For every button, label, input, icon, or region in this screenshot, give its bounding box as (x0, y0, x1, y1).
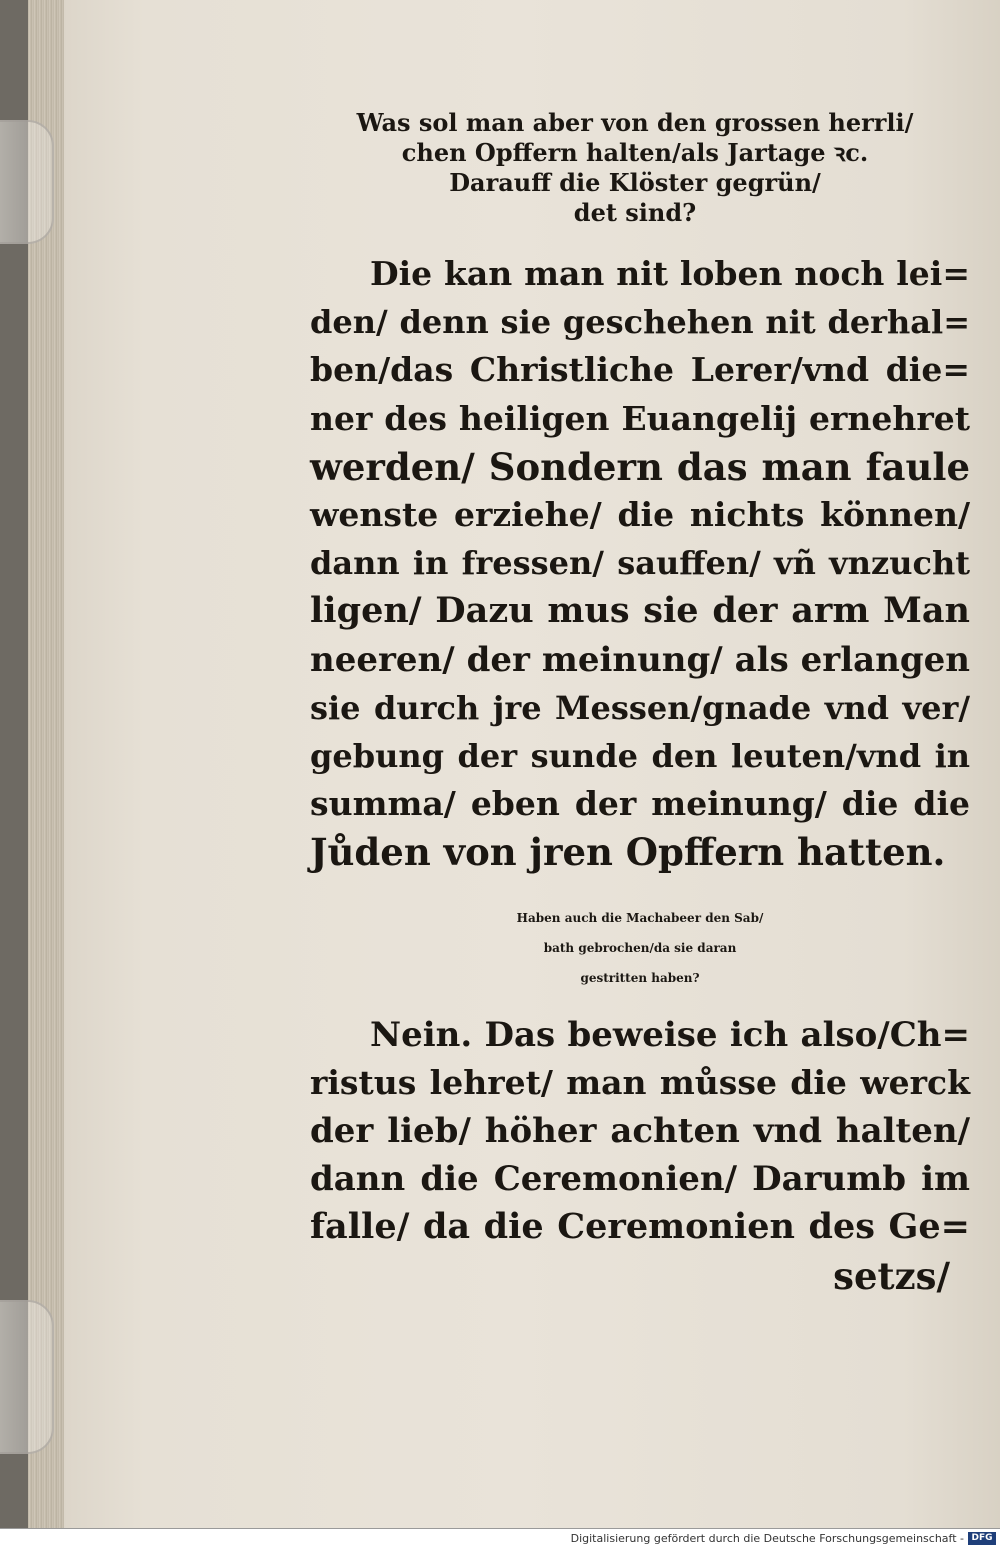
text-line: dann die Ceremonien/ Darumb im (310, 1159, 970, 1200)
text-line: Die kan man nit loben noch lei= (370, 254, 970, 293)
footer-bar (0, 1528, 1000, 1549)
text-line: neeren/ der meinung/ als erlangen (310, 639, 970, 680)
heading-line: Darauff die Klöster gegrün/ (449, 168, 821, 197)
text-line: ligen/ Dazu mus sie der arm Man (310, 590, 970, 632)
heading-line: Haben auch die Machabeer den Sab/ (516, 910, 764, 925)
question-heading-1 (310, 108, 970, 228)
text-line: dann in fressen/ sauffen/ vñ vnzucht (310, 544, 970, 583)
text-line: summa/ eben der meinung/ die die (310, 784, 970, 824)
heading-line: det sind? (573, 198, 697, 227)
text-line: werden/ Sondern das man faule (310, 444, 970, 489)
heading-line: gestritten haben? (580, 970, 700, 985)
text-line: wenste erziehe/ die nichts können/ (310, 495, 970, 535)
text-line: der lieb/ höher achten vnd halten/ (310, 1111, 970, 1152)
page-clip-top (0, 120, 54, 244)
heading-line: chen Opffern halten/als Jartage ꝛc. (401, 138, 869, 167)
catchword: setzs/ (833, 1253, 950, 1298)
text-line: falle/ da die Ceremonien des Ge= (310, 1206, 970, 1248)
funding-credit: Digitalisierung gefördert durch die Deutsche Forschungsgemeinschaft - (570, 1532, 964, 1545)
text-line: den/ denn sie geschehen nit derhal= (310, 303, 970, 342)
heading-line: bath gebrochen/da sie daran (543, 940, 737, 955)
text-block (310, 108, 970, 1300)
page-clip-bottom (0, 1300, 54, 1454)
answer-paragraph-1 (310, 250, 970, 877)
book-page (28, 0, 1000, 1528)
answer-paragraph-2 (310, 1011, 970, 1300)
text-line: gebung der sunde den leuten/vnd in (310, 737, 970, 776)
text-line: ner des heiligen Euangelij ernehret (310, 398, 970, 438)
text-line: ben/das Christliche Lerer/vnd die= (310, 350, 970, 390)
text-line: Nein. Das beweise ich also/Ch= (370, 1014, 970, 1055)
question-heading-2 (310, 903, 970, 993)
text-line: sie durch jre Messen/gnade vnd ver/ (310, 688, 970, 727)
text-line: ristus lehret/ man můsse die werck (310, 1062, 970, 1102)
text-line: Jůden von jren Opffern hatten. (310, 830, 946, 875)
dfg-logo-icon: DFG (968, 1532, 996, 1545)
heading-line: Was sol man aber von den grossen herrli/ (356, 108, 914, 137)
